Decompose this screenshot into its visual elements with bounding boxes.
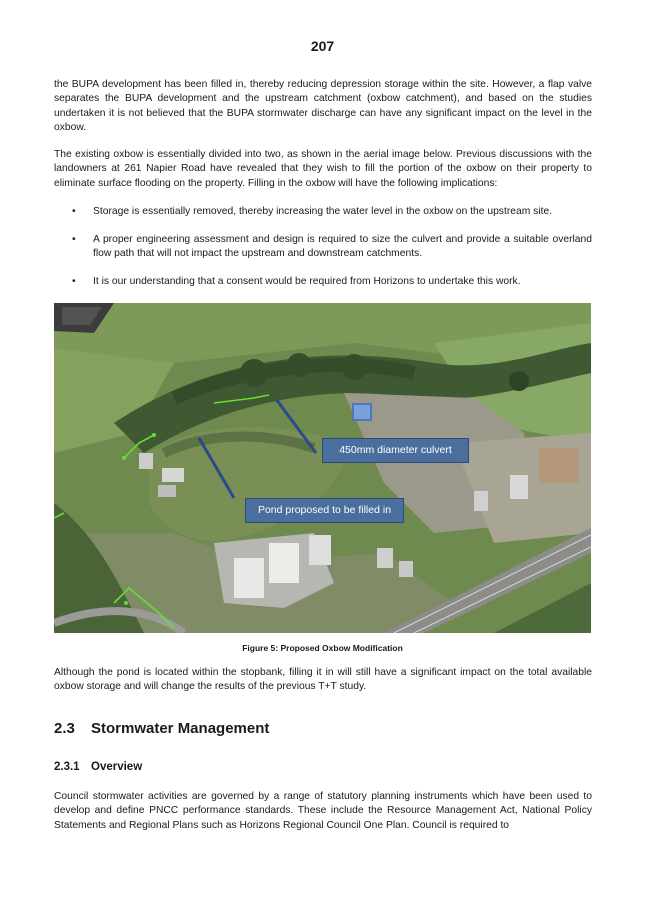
bullet-item — [54, 233, 592, 262]
paragraph-pond: Although the pond is located within the stopbank, filling it in will still have a significant impact on the total available oxbow storage and will change the results of the previous T+T study. — [54, 667, 592, 693]
aerial-image — [54, 303, 591, 633]
paragraph-bupa: the BUPA development has been filled in, thereby reducing depression storage within the site. However, a flap valve separates the BUPA development and the upstream catchment (oxbow catchment), and based on the studies undertaken it is not believed that the BUPA stormwater discharge can have any significant impact on the level in the oxbow. — [54, 79, 592, 133]
bullet-glyph: • — [72, 234, 76, 245]
section-heading — [54, 720, 269, 737]
bullet-text: It is our understanding that a consent would be required from Horizons to undertake this work. — [93, 276, 521, 287]
bullet-item — [54, 275, 592, 289]
callout-pond: Pond proposed to be filled in — [245, 498, 404, 523]
callout-culvert: 450mm diameter culvert — [322, 438, 469, 463]
page-number: 207 — [310, 38, 335, 54]
subsection-title: Overview — [91, 761, 143, 773]
section-number: 2.3 — [54, 720, 75, 737]
bullet-glyph: • — [72, 206, 76, 217]
figure-caption: Figure 5: Proposed Oxbow Modification — [242, 643, 403, 653]
bullet-glyph: • — [72, 276, 76, 287]
bullet-text: Storage is essentially removed, thereby increasing the water level in the oxbow on the upstream site. — [93, 206, 553, 217]
paragraph-council: Council stormwater activities are governed by a range of statutory planning instruments which have been used to develop and define PNCC performance standards. These include the Resource Management Act, National Policy Statements and Regional Plans such as Horizons Regional Council One Plan. Council is required to — [54, 791, 592, 831]
bullet-text: A proper engineering assessment and design is required to size the culvert and provide a suitable overland flow path that will not impact the upstream and downstream catchments. — [93, 234, 592, 260]
subsection-number: 2.3.1 — [54, 761, 80, 773]
paragraph-oxbow: The existing oxbow is essentially divided into two, as shown in the aerial image below. Previous discussions with the landowners at 261 Napier Road have revealed that they wish to fill the portion of the oxbow on their property to eliminate surface flooding on the property. Filling in the oxbow will have the following implications: — [54, 149, 592, 189]
subsection-heading — [54, 761, 142, 773]
aerial-photo-illustration — [54, 303, 591, 633]
section-title: Stormwater Management — [91, 720, 270, 737]
bullet-item — [54, 205, 592, 219]
